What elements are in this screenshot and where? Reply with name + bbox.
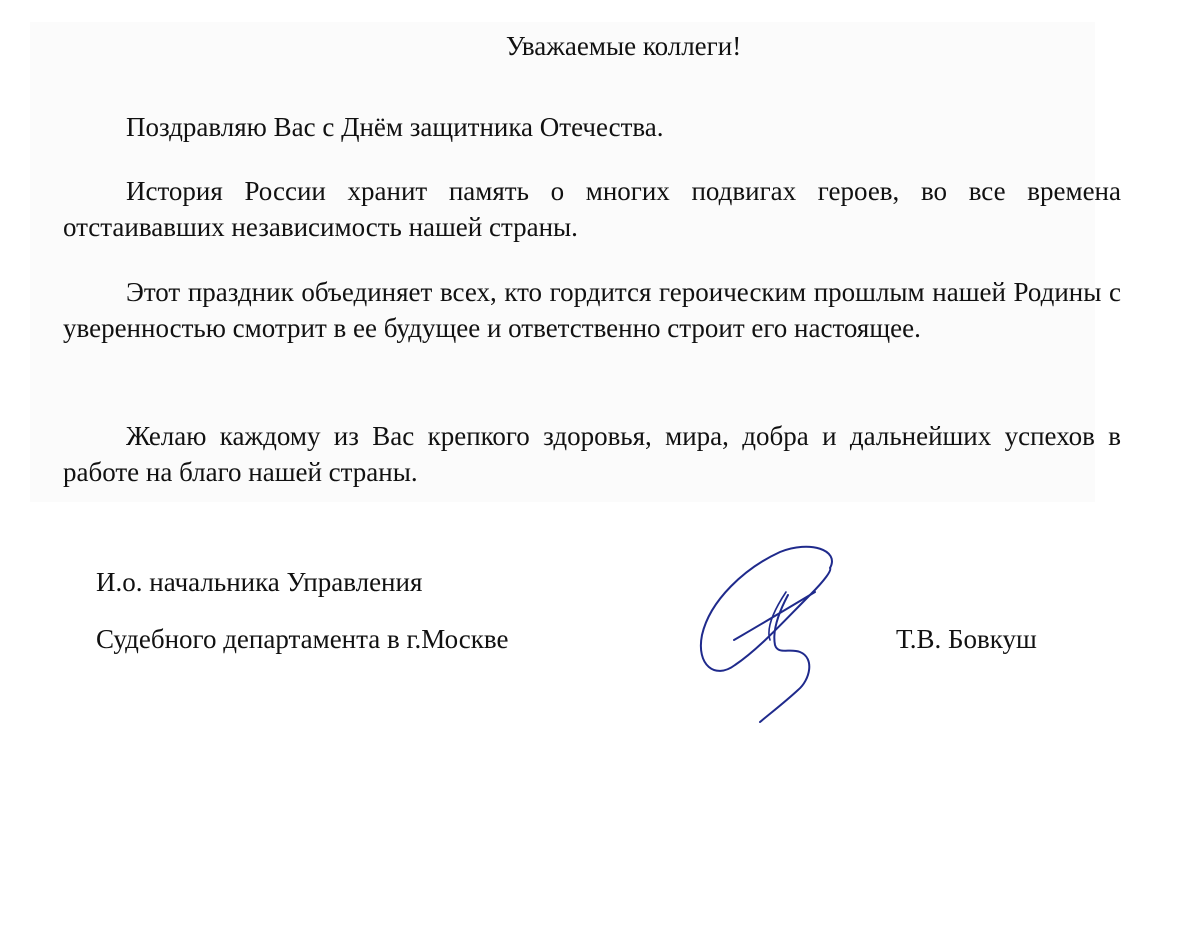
letter-body bbox=[30, 22, 1121, 502]
signer-name: Т.В. Бовкуш bbox=[896, 624, 1037, 654]
paragraph-history: История России хранит память о многих подвигах героев, во все времена отстаивавших независимость нашей страны. bbox=[63, 176, 1121, 242]
paragraph-wishes: Желаю каждому из Вас крепкого здоровья, мира, добра и дальнейших успехов в работе на благо нашей страны. bbox=[63, 421, 1121, 487]
paragraph-greeting: Поздравляю Вас с Днём защитника Отечества. bbox=[126, 112, 664, 142]
signer-title-line-1: И.о. начальника Управления bbox=[96, 567, 423, 597]
handwritten-signature bbox=[690, 540, 850, 730]
salutation: Уважаемые коллеги! bbox=[505, 31, 742, 61]
signature-loop-stroke bbox=[701, 547, 832, 671]
signature-tail-stroke bbox=[760, 595, 809, 722]
paragraph-holiday: Этот праздник объединяет всех, кто гордится героическим прошлым нашей Родины с уверенностью смотрит в ее будущее и ответственно строит его настоящее. bbox=[63, 277, 1121, 343]
signer-title-line-2: Судебного департамента в г.Москве bbox=[96, 624, 509, 654]
